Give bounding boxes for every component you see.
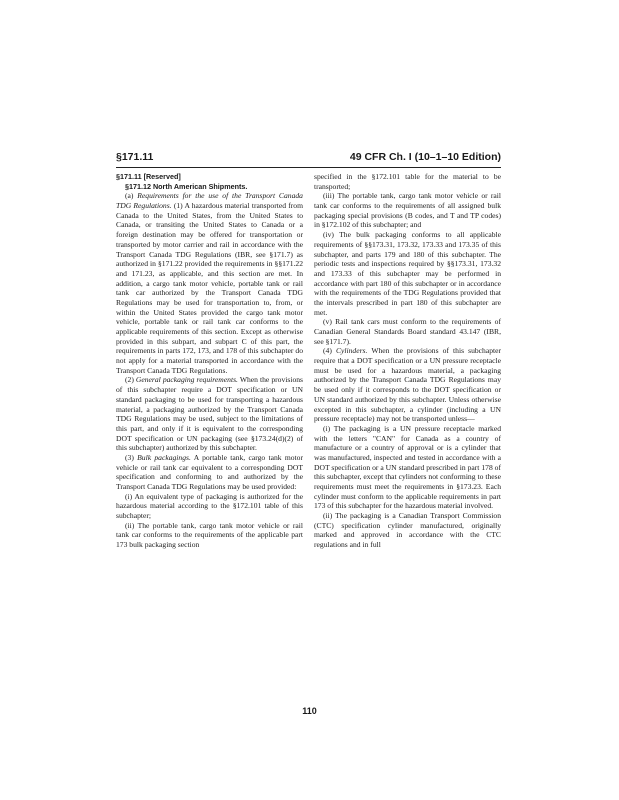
paragraph-a3-iii: (iii) The portable tank, cargo tank motor vehicle or rail tank car conforms to the requirements of all assigned bulk packaging special provisions (B codes, and T and TP codes) in §172.102 of this subchapter; and — [314, 191, 501, 230]
header-cfr-title: 49 CFR Ch. I (10–1–10 Edition) — [349, 151, 501, 163]
section-heading: §171.12 North American Shipments. — [125, 181, 248, 191]
paragraph-a3-iv: (iv) The bulk packaging conforms to all applicable requirements of §§173.31, 173.32, 173.33 and 173.35 of this subchapter, and parts 179 and 180 of this subchapter. The periodic tests and inspections required by §§173.31, 173.32 and 173.33 of this subchapter may be performed in accordance with part 180 of this subchapter or in accordance with the requirements of the TDG Regulations provided that the intervals prescribed in part 180 of this subchapter are met. — [314, 230, 501, 317]
right-column — [314, 172, 501, 550]
paragraph-continuation: specified in the §172.101 table for the material to be transported; — [314, 172, 501, 191]
page-number: 110 — [302, 706, 317, 716]
paragraph-label: (4) — [323, 346, 332, 356]
paragraph-a3-v: (v) Rail tank cars must conform to the requirements of Canadian General Standards Board standard 43.147 (IBR, see §171.7). — [314, 317, 501, 346]
paragraph-a3-ii: (ii) The portable tank, cargo tank motor vehicle or rail tank car conforms to the requirements of the applicable part 173 bulk packaging section — [116, 520, 303, 550]
paragraph-text: When the provisions of this subchapter require a DOT specification or UN standard packaging to be used for transporting a hazardous material, a packaging authorized by the Transport Canada TDG Regulations may be used, subject to the limitations of this part, and only if it is equivalent to the corresponding DOT specification or UN packaging (see §173.24(d)(2) of this subchapter) authorized by this subchapter. — [116, 375, 303, 453]
paragraph-a3-i: (i) An equivalent type of packaging is authorized for the hazardous material according to the §172.101 table of this subchapter; — [116, 491, 303, 521]
paragraph-a3 — [116, 453, 303, 492]
paragraph-title: General packaging requirements. — [135, 375, 238, 385]
paragraph-a1 — [116, 191, 303, 375]
running-header — [116, 151, 501, 168]
left-column — [116, 172, 303, 550]
paragraph-label: (3) — [125, 452, 134, 462]
paragraph-text: A hazardous material transported from Canada to the United States, from the United States to Canada, or transiting the United States to Canada or a foreign destination may be offered for transportation or transported by motor carrier and rail in accordance with the Transport Canada TDG Regulations (IBR, see §171.7) as authorized in §171.22 provided the requirements in §§171.22 and 171.23, as applicable, and this section are met. In addition, a cargo tank motor vehicle, portable tank or rail tank car authorized by the Transport Canada TDG Regulations may be used for transportation to, from, or within the United States provided the cargo tank motor vehicle, portable tank or rail tank car conforms to the applicable requirements of this section. Except as otherwise provided in this subpart, and subpart C of this part, the requirements in parts 172, 173, and 178 of this subchapter do not apply for a material transported in accordance with the Transport Canada TDG Regulations. — [116, 201, 303, 375]
paragraph-label: (2) — [125, 375, 134, 385]
paragraph-title: Bulk packagings. — [137, 452, 191, 462]
paragraph-label: (a) — [125, 191, 134, 201]
paragraph-title: Cylinders. — [335, 346, 368, 356]
paragraph-label: (1) — [173, 201, 183, 211]
header-section-number: §171.11 — [116, 151, 154, 163]
paragraph-a4-ii: (ii) The packaging is a Canadian Transport Commission (CTC) specification cylinder manufactured, originally marked and approved in accordance with the CTC regulations and in full — [314, 511, 501, 550]
paragraph-a4-i: (i) The packaging is a UN pressure receptacle marked with the letters "CAN" for Canada as a country of manufacture or a country of approval or is a cylinder that was manufactured, inspected and tested in accordance with a DOT specification or a UN standard prescribed in part 178 of this subchapter, except that cylinders not conforming to these requirements must meet the requirements in §173.23. Each cylinder must conform to the applicable requirements in part 173 of this subchapter for the hazardous material involved. — [314, 423, 501, 511]
paragraph-a2 — [116, 375, 303, 453]
reserved-section-heading: §171.11 [Reserved] — [116, 172, 181, 181]
paragraph-text: A portable tank, cargo tank motor vehicle or rail tank car equivalent to a corresponding DOT specification and conforming to and authorized by the Transport Canada TDG Regulations may be used provided: — [116, 452, 303, 491]
paragraph-a4 — [314, 346, 501, 424]
paragraph-title: Requirements for the use of the Transport Canada TDG Regulations. — [116, 191, 303, 211]
paragraph-text: When the provisions of this subchapter require that a DOT specification or a UN pressure receptacle must be used for a hazardous material, a packaging authorized by the Transport Canada TDG Regulations may be used only if it corresponds to the DOT specification or UN standard authorized by this subchapter. Unless otherwise excepted in this subchapter, a cylinder (including a UN pressure receptacle) may not be transported unless— — [314, 346, 502, 424]
